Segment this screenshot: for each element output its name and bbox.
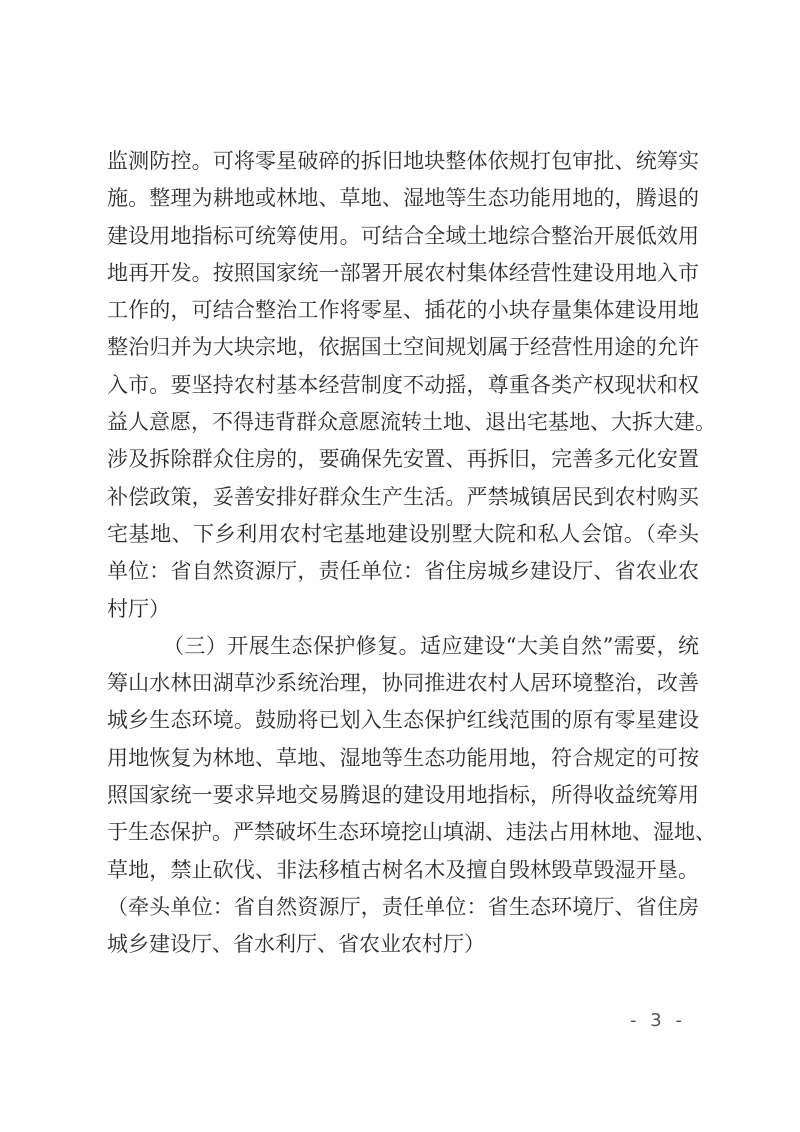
text-line: 益人意愿，不得违背群众意愿流转土地、退出宅基地、大拆大建。 — [107, 410, 716, 435]
text-line: 宅基地、下乡利用农村宅基地建设别墅大院和私人会馆。（牵头 — [107, 521, 699, 546]
text-line: 建设用地指标可统筹使用。可结合全域土地综合整治开展低效用 — [107, 223, 699, 248]
text-line: 用地恢复为林地、草地、湿地等生态功能用地，符合规定的可按 — [107, 745, 699, 770]
text-line: 村厅） — [107, 596, 170, 621]
text-line: 于生态保护。严禁破坏生态环境挖山填湖、违法占用林地、湿地、 — [107, 820, 716, 845]
text-line: 涉及拆除群众住房的，要确保先安置、再拆旧，完善多元化安置 — [107, 447, 699, 472]
text-line: （牵头单位：省自然资源厅，责任单位：省生态环境厅、省住房 — [107, 894, 699, 919]
page-number: - 3 - — [630, 1010, 686, 1031]
text-line: 入市。要坚持农村基本经营制度不动摇，尊重各类产权现状和权 — [107, 372, 699, 397]
text-line: 筹山水林田湖草沙系统治理，协同推进农村人居环境整治，改善 — [107, 671, 699, 696]
body-text — [107, 143, 716, 964]
paragraph-2 — [107, 628, 716, 964]
text-line: 整治归并为大块宗地，依据国土空间规划属于经营性用途的允许 — [107, 335, 699, 360]
text-line: 单位：省自然资源厅，责任单位：省住房城乡建设厅、省农业农 — [107, 559, 699, 584]
text-line: 草地，禁止砍伐、非法移植古树名木及擅自毁林毁草毁湿开垦。 — [107, 857, 699, 882]
section-heading-line: （三）开展生态保护修复。适应建设“大美自然”需要，统 — [163, 633, 699, 658]
paragraph-1 — [107, 143, 716, 628]
text-line: 施。整理为耕地或林地、草地、湿地等生态功能用地的，腾退的 — [107, 186, 699, 211]
text-line: 地再开发。按照国家统一部署开展农村集体经营性建设用地入市 — [107, 260, 699, 285]
text-line: 照国家统一要求异地交易腾退的建设用地指标，所得收益统筹用 — [107, 783, 699, 808]
text-line: 监测防控。可将零星破碎的拆旧地块整体依规打包审批、统筹实 — [107, 149, 699, 173]
text-line: 城乡生态环境。鼓励将已划入生态保护红线范围的原有零星建设 — [107, 708, 699, 733]
text-line: 工作的，可结合整治工作将零星、插花的小块存量集体建设用地 — [107, 298, 699, 323]
text-line: 补偿政策，妥善安排好群众生产生活。严禁城镇居民到农村购买 — [107, 484, 699, 509]
text-line: 城乡建设厅、省水利厅、省农业农村厅） — [107, 932, 485, 957]
